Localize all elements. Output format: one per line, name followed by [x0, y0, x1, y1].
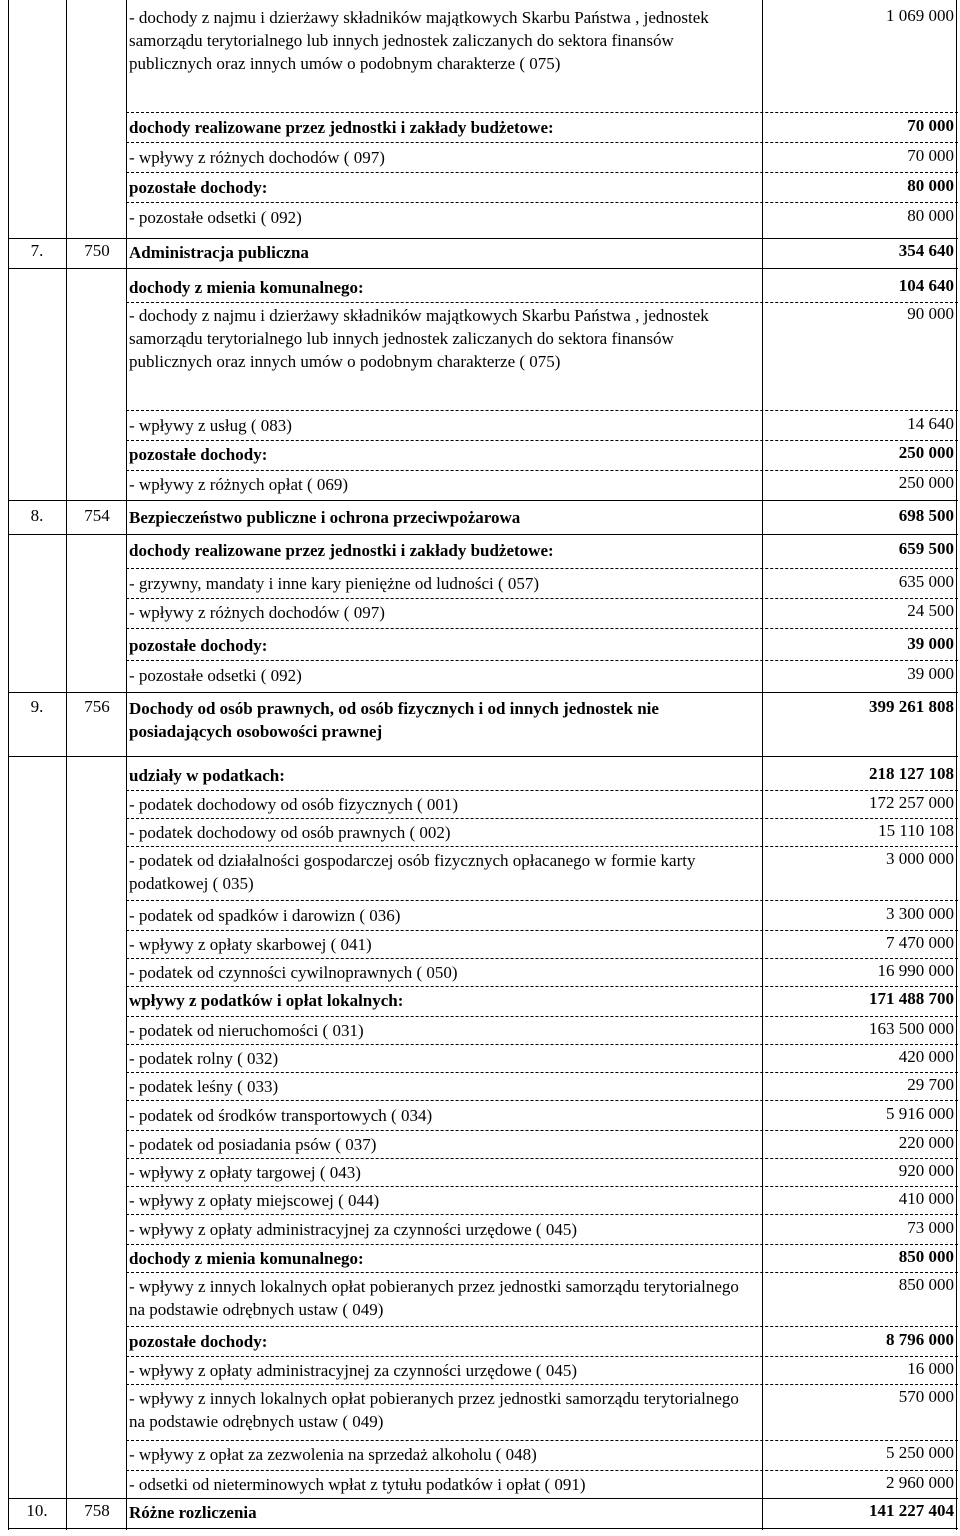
row-amount: 3 300 000: [886, 904, 954, 923]
row-divider: [126, 1470, 958, 1471]
section-divider: [8, 238, 958, 239]
row-amount: 171 488 700: [869, 989, 954, 1008]
row-divider: [126, 818, 958, 819]
row-description: dochody z mienia komunalnego:: [129, 278, 364, 297]
row-amount: 70 000: [907, 146, 954, 165]
row-amount: 8 796 000: [886, 1330, 954, 1349]
row-description: - podatek od posiadania psów ( 037): [129, 1135, 377, 1154]
row-amount: 15 110 108: [878, 821, 954, 840]
row-amount: 635 000: [898, 572, 954, 591]
section-divider: [8, 500, 958, 501]
row-divider: [126, 302, 958, 303]
section-code: 756: [84, 697, 110, 716]
row-description: - podatek dochodowy od osób prawnych ( 002): [129, 823, 451, 842]
row-divider: [126, 930, 958, 931]
row-amount: 29 700: [907, 1075, 954, 1094]
row-amount: 70 000: [907, 116, 954, 135]
row-amount: 659 500: [898, 539, 954, 558]
row-divider: [126, 1044, 958, 1045]
row-amount: 1 069 000: [886, 6, 954, 25]
row-description: udziały w podatkach:: [129, 766, 285, 785]
row-description: Dochody od osób prawnych, od osób fizycznych i od innych jednostek nie posiadających osobowości prawnej: [129, 699, 659, 741]
section-divider: [8, 268, 958, 269]
section-divider: [8, 1528, 958, 1529]
row-divider: [126, 958, 958, 959]
section-divider: [8, 692, 958, 693]
row-divider: [126, 470, 958, 471]
row-description: pozostałe dochody:: [129, 1332, 268, 1351]
section-divider: [8, 756, 958, 757]
row-description: pozostałe dochody:: [129, 445, 268, 464]
row-description: - podatek od czynności cywilnoprawnych ( 050): [129, 963, 458, 982]
row-amount: 39 000: [907, 664, 954, 683]
row-amount: 7 470 000: [886, 933, 954, 952]
row-divider: [126, 900, 958, 901]
row-number: 9.: [30, 697, 44, 716]
row-divider: [126, 598, 958, 599]
row-divider: [126, 410, 958, 411]
row-description: - dochody z najmu i dzierżawy składników majątkowych Skarbu Państwa , jednostek samorządu terytorialnego lub innych jednostek zaliczanych do sektora finansów publicznych oraz innych umów o podobnym charakterze ( 075): [129, 8, 709, 73]
row-description: Administracja publiczna: [129, 243, 309, 262]
row-divider: [126, 1100, 958, 1101]
row-divider: [126, 1072, 958, 1073]
row-description: - dochody z najmu i dzierżawy składników majątkowych Skarbu Państwa , jednostek samorządu terytorialnego lub innych jednostek zaliczanych do sektora finansów publicznych oraz innych umów o podobnym charakterze ( 075): [129, 306, 709, 371]
row-description: - podatek od środków transportowych ( 034): [129, 1106, 433, 1125]
row-amount: 90 000: [907, 304, 954, 323]
row-amount: 218 127 108: [869, 764, 954, 783]
row-description: - podatek od nieruchomości ( 031): [129, 1021, 364, 1040]
row-amount: 39 000: [907, 634, 954, 653]
row-description: - wpływy z innych lokalnych opłat pobieranych przez jednostki samorządu terytorialnego na podstawie odrębnych ustaw ( 049): [129, 1389, 739, 1431]
row-description: - wpływy z różnych opłat ( 069): [129, 475, 349, 494]
row-description: dochody z mienia komunalnego:: [129, 1249, 364, 1268]
row-divider: [126, 1186, 958, 1187]
row-description: pozostałe dochody:: [129, 636, 268, 655]
row-description: - podatek leśny ( 033): [129, 1077, 279, 1096]
row-description: dochody realizowane przez jednostki i zakłady budżetowe:: [129, 118, 554, 137]
row-amount: 220 000: [898, 1133, 954, 1152]
row-description: Różne rozliczenia: [129, 1503, 257, 1522]
row-amount: 104 640: [898, 276, 954, 295]
row-divider: [126, 440, 958, 441]
row-amount: 80 000: [907, 206, 954, 225]
row-divider: [126, 1356, 958, 1357]
row-amount: 163 500 000: [869, 1019, 954, 1038]
row-amount: 24 500: [907, 601, 954, 620]
row-description: - odsetki od nieterminowych wpłat z tytułu podatków i opłat ( 091): [129, 1475, 586, 1494]
row-amount: 172 257 000: [869, 793, 954, 812]
row-divider: [126, 568, 958, 569]
row-description: - podatek od spadków i darowizn ( 036): [129, 906, 401, 925]
section-divider: [8, 534, 958, 535]
row-amount: 141 227 404: [869, 1501, 954, 1520]
row-divider: [126, 986, 958, 987]
row-amount: 420 000: [898, 1047, 954, 1066]
column-rule: [956, 0, 957, 1530]
row-amount: 5 916 000: [886, 1104, 954, 1123]
row-amount: 410 000: [898, 1189, 954, 1208]
row-divider: [126, 1016, 958, 1017]
row-description: Bezpieczeństwo publiczne i ochrona przeciwpożarowa: [129, 508, 521, 527]
row-amount: 14 640: [907, 414, 954, 433]
row-divider: [126, 1440, 958, 1441]
row-divider: [126, 1272, 958, 1273]
row-amount: 698 500: [898, 506, 954, 525]
row-number: 10.: [26, 1501, 48, 1520]
row-amount: 16 990 000: [877, 961, 954, 980]
section-code: 754: [84, 506, 110, 525]
row-description: - wpływy z opłaty administracyjnej za czynności urzędowe ( 045): [129, 1361, 577, 1380]
row-amount: 250 000: [898, 443, 954, 462]
row-divider: [126, 628, 958, 629]
row-divider: [126, 1158, 958, 1159]
row-description: - wpływy z opłaty skarbowej ( 041): [129, 935, 372, 954]
row-amount: 920 000: [898, 1161, 954, 1180]
column-rule: [8, 0, 9, 1530]
row-number: 8.: [30, 506, 44, 525]
row-description: - wpływy z różnych dochodów ( 097): [129, 603, 385, 622]
row-description: wpływy z podatków i opłat lokalnych:: [129, 991, 404, 1010]
row-description: - wpływy z opłat za zezwolenia na sprzedaż alkoholu ( 048): [129, 1445, 537, 1464]
row-amount: 73 000: [907, 1218, 954, 1237]
row-divider: [126, 846, 958, 847]
row-divider: [126, 172, 958, 173]
row-description: pozostałe dochody:: [129, 178, 268, 197]
row-description: dochody realizowane przez jednostki i zakłady budżetowe:: [129, 541, 554, 560]
row-description: - wpływy z opłaty miejscowej ( 044): [129, 1191, 380, 1210]
row-amount: 399 261 808: [869, 697, 954, 716]
row-description: - wpływy z różnych dochodów ( 097): [129, 148, 385, 167]
column-rule: [762, 0, 763, 1530]
row-description: - wpływy z opłaty targowej ( 043): [129, 1163, 361, 1182]
row-description: - pozostałe odsetki ( 092): [129, 666, 302, 685]
row-description: - grzywny, mandaty i inne kary pieniężne od ludności ( 057): [129, 574, 540, 593]
row-divider: [126, 1244, 958, 1245]
row-description: - wpływy z opłaty administracyjnej za czynności urzędowe ( 045): [129, 1220, 577, 1239]
row-description: - wpływy z usług ( 083): [129, 416, 292, 435]
row-divider: [126, 202, 958, 203]
row-divider: [126, 112, 958, 113]
row-amount: 850 000: [898, 1275, 954, 1294]
row-amount: 354 640: [898, 241, 954, 260]
row-divider: [126, 1384, 958, 1385]
row-divider: [126, 1130, 958, 1131]
row-amount: 5 250 000: [886, 1443, 954, 1462]
row-amount: 80 000: [907, 176, 954, 195]
section-code: 758: [84, 1501, 110, 1520]
row-description: - pozostałe odsetki ( 092): [129, 208, 302, 227]
row-divider: [126, 1326, 958, 1327]
row-amount: 570 000: [898, 1387, 954, 1406]
row-amount: 250 000: [898, 473, 954, 492]
column-rule: [126, 0, 127, 1530]
section-code: 750: [84, 241, 110, 260]
row-amount: 16 000: [907, 1359, 954, 1378]
section-divider: [8, 1498, 958, 1499]
row-divider: [126, 1214, 958, 1215]
row-description: - podatek dochodowy od osób fizycznych ( 001): [129, 795, 459, 814]
row-divider: [126, 660, 958, 661]
row-divider: [126, 790, 958, 791]
column-rule: [66, 0, 67, 1530]
row-amount: 850 000: [898, 1247, 954, 1266]
row-description: - podatek rolny ( 032): [129, 1049, 279, 1068]
row-amount: 2 960 000: [886, 1473, 954, 1492]
row-number: 7.: [30, 241, 44, 260]
row-divider: [126, 142, 958, 143]
row-description: - wpływy z innych lokalnych opłat pobieranych przez jednostki samorządu terytorialnego na podstawie odrębnych ustaw ( 049): [129, 1277, 739, 1319]
row-description: - podatek od działalności gospodarczej osób fizycznych opłacanego w formie karty podatkowej ( 035): [129, 851, 696, 893]
row-amount: 3 000 000: [886, 849, 954, 868]
